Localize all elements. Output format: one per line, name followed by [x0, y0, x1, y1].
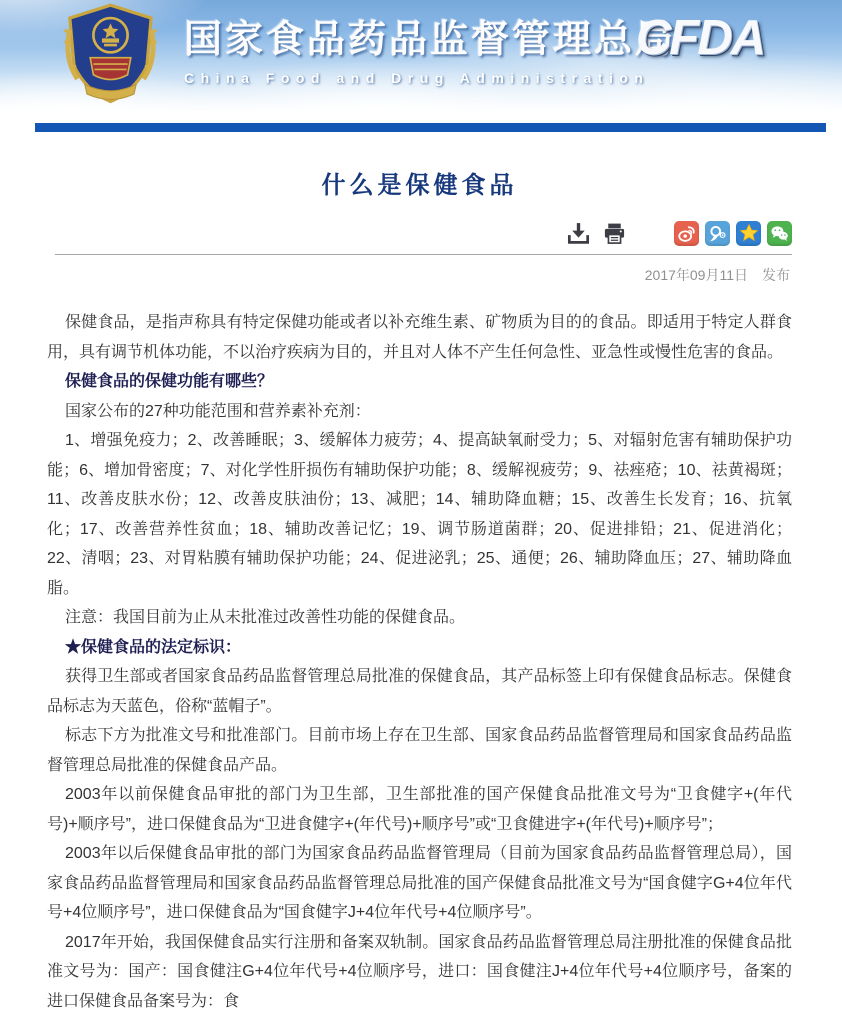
- download-icon: [566, 221, 591, 246]
- cfda-acronym-logo: CFDA: [636, 10, 764, 66]
- publish-date: 2017年09月11日 发布: [47, 265, 792, 285]
- section-heading-functions: 保健食品的保健功能有哪些？: [47, 367, 792, 397]
- share-tencent-weibo-button[interactable]: [705, 221, 730, 246]
- paragraph-2017: 2017年开始，我国保健食品实行注册和备案双轨制。国家食品药品监督管理总局注册批准的保健食品批准文号为：国产：国食健注G+4位年代号+4位顺序号，进口：国食健注J+4位年代号+4位顺序号，备案的进口保健食品备案号为：食: [47, 928, 792, 1016]
- section-heading-legal-mark: ★保健食品的法定标识：: [47, 633, 792, 663]
- site-header: [0, 0, 842, 112]
- org-names: [184, 8, 676, 86]
- paragraph-note: 注意：我国目前为止从未批准过改善性功能的保健食品。: [47, 603, 792, 633]
- divider-line: [55, 254, 792, 255]
- article-container: [47, 165, 792, 1016]
- article-toolbar: [47, 219, 792, 247]
- paragraph-approval-dept: 标志下方为批准文号和批准部门。目前市场上存在卫生部、国家食品药品监督管理局和国家食品药品监督管理总局批准的保健食品产品。: [47, 721, 792, 780]
- share-wechat-button[interactable]: [767, 221, 792, 246]
- download-button[interactable]: [564, 219, 592, 247]
- share-buttons: [668, 221, 792, 246]
- sina-weibo-icon: [676, 223, 697, 244]
- print-button[interactable]: [600, 219, 628, 247]
- tencent-weibo-icon: [707, 223, 728, 244]
- share-qzone-button[interactable]: [736, 221, 761, 246]
- org-name-english: China Food and Drug Administration: [184, 70, 676, 86]
- article-title: 什么是保健食品: [47, 165, 792, 200]
- print-icon: [602, 221, 627, 246]
- paragraph-post-2003: 2003年以后保健食品审批的部门为国家食品药品监督管理局（目前为国家食品药品监督管理总局），国家食品药品监督管理局和国家食品药品监督管理总局批准的国产保健食品批准文号为“国食健字G+4位年代号+4位顺序号”，进口保健食品为“国食健字J+4位年代号+4位顺序号”。: [47, 839, 792, 928]
- wechat-icon: [769, 223, 790, 244]
- share-sina-weibo-button[interactable]: [674, 221, 699, 246]
- paragraph-pre-2003: 2003年以前保健食品审批的部门为卫生部，卫生部批准的国产保健食品批准文号为“卫食健字+(年代号)+顺序号”，进口保健食品为“卫进食健字+(年代号)+顺序号”或“卫食健进字+(年代号)+顺序号”；: [47, 780, 792, 839]
- paragraph-definition: 保健食品，是指声称具有特定保健功能或者以补充维生素、矿物质为目的的食品。即适用于特定人群食用，具有调节机体功能，不以治疗疾病为目的，并且对人体不产生任何急性、亚急性或慢性危害的食品。: [47, 308, 792, 367]
- qzone-star-icon: [738, 222, 760, 244]
- paragraph-blue-hat: 获得卫生部或者国家食品药品监督管理总局批准的保健食品，其产品标签上印有保健食品标志。保健食品标志为天蓝色，俗称“蓝帽子”。: [47, 662, 792, 721]
- cfda-badge-emblem-icon: [57, 2, 164, 109]
- paragraph-function-list: 1、增强免疫力；2、改善睡眠；3、缓解体力疲劳；4、提高缺氧耐受力；5、对辐射危害有辅助保护功能；6、增加骨密度；7、对化学性肝损伤有辅助保护功能；8、缓解视疲劳；9、祛痤疮；10、祛黄褐斑；11、改善皮肤水份；12、改善皮肤油份；13、减肥；14、辅助降血糖；15、改善生长发育；16、抗氧化；17、改善营养性贫血；18、辅助改善记忆；19、调节肠道菌群；20、促进排铅；21、促进消化；22、清咽；23、对胃粘膜有辅助保护功能；24、促进泌乳；25、通便；26、辅助降血压；27、辅助降血脂。: [47, 426, 792, 603]
- article-body: [47, 308, 792, 1016]
- paragraph-function-intro: 国家公布的27种功能范围和营养素补充剂：: [47, 397, 792, 427]
- org-name-chinese: 国家食品药品监督管理总局: [184, 8, 676, 63]
- header-divider-bar: [35, 123, 826, 132]
